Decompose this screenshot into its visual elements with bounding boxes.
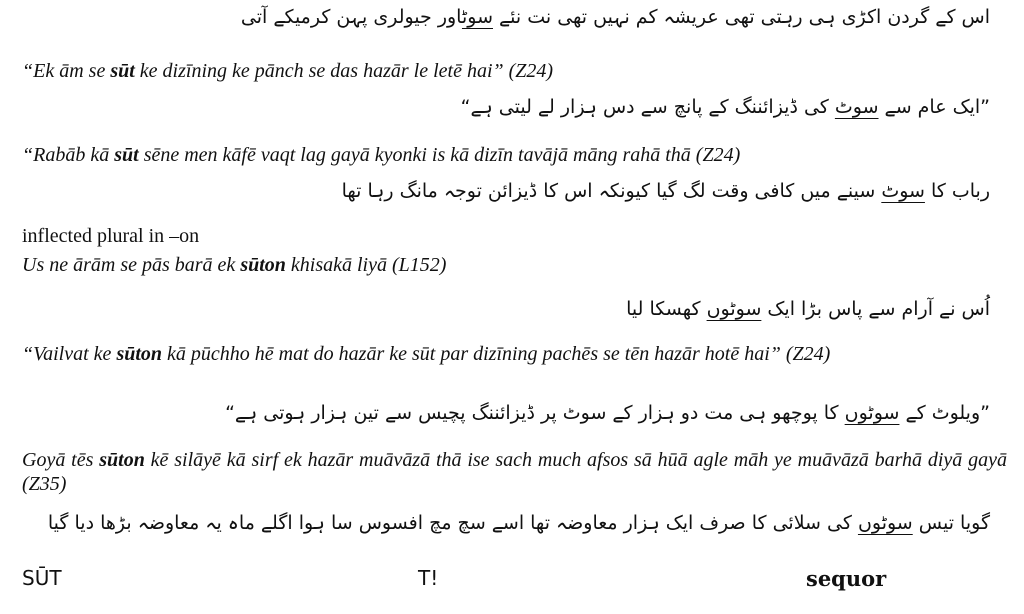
urdu-example-line: رباب کا سوٹ سینے میں کافی وقت لگ گیا کیونکہ اس کا ڈیزائن توجہ مانگ رہا تھا [341,180,990,202]
keyword-underlined: سوٹوں [844,402,900,424]
keyword-underlined: سوٹ [834,96,879,118]
transliteration-line: Goyā tēs sūton kē silāyē kā sirf ek hazār muāvāzā thā ise sach much afsos sā hūā agle māh ye muāvāzā barhā diyā gayā (Z35) [22,449,1008,495]
keyword-underlined: سوٹ [461,6,493,28]
footer-left-label: SŪT [22,566,62,590]
keyword-bold: sūt [114,144,139,166]
transliteration-line: Us ne ārām se pās barā ek sūton khisakā liyā (L152) [22,254,447,276]
transliteration-line: “Rabāb kā sūt sēne men kāfē vaqt lag gayā kyonki is kā dizīn tavājā māng rahā thā (Z24) [22,144,741,166]
keyword-bold: sūton [116,343,163,365]
urdu-example-line: گویا تیس سوٹوں کی سلائی کا صرف ایک ہزار معاوضہ تھا اسے سچ مچ افسوس سا ہوا اگلے ماہ یہ معاوضہ بڑھا دیا گیا [47,512,990,534]
keyword-underlined: سوٹوں [857,512,913,534]
transliteration-line: “Ek ām se sūt ke dizīning ke pānch se das hazār le letē hai” (Z24) [22,60,554,82]
keyword-underlined: سوٹ [881,180,925,202]
urdu-example-line: اس کے گردن اکڑی ہی رہتی تھی عریشہ کم نہیں تھی نت نئے سوٹاور جیولری پہن کرمیکے آتی [240,6,990,28]
keyword-bold: sūton [240,254,286,276]
urdu-example-line: اُس نے آرام سے پاس بڑا ایک سوٹوں کھسکا لیا [626,298,990,320]
footer-row [22,566,1002,596]
keyword-bold: sūton [99,449,145,471]
keyword-bold: sūt [110,60,135,82]
section-heading: inflected plural in –on [22,225,200,247]
keyword-underlined: سوٹوں [706,298,762,320]
footer-middle-label: T! [418,566,439,590]
footer-right-label: sequor [806,566,887,591]
urdu-example-line: ”ایک عام سے سوٹ کی ڈیزائننگ کے پانچ سے دس ہزار لے لیتی ہے“ [460,96,990,118]
transliteration-line: “Vailvat ke sūton kā pūchho hē mat do hazār ke sūt par dizīning pachēs se tēn hazār hotē hai” (Z24) [22,343,831,365]
urdu-example-line: ”ویلوٹ کے سوٹوں کا پوچھو ہی مت دو ہزار کے سوٹ پر ڈیزائننگ پچیس سے تین ہزار ہوتی ہے“ [225,402,990,424]
